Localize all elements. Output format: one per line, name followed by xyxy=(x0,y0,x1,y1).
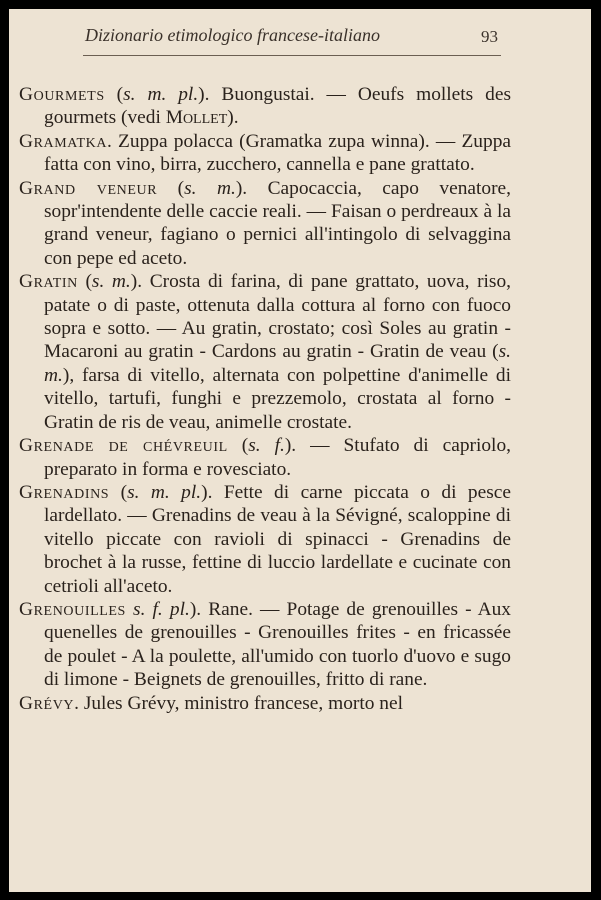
headword: Gourmets xyxy=(19,84,105,105)
grammar-label: s. m. pl. xyxy=(127,481,202,503)
entry-grand-veneur: Grand veneur (s. m.). Capocaccia, capo venatore, sopr'intendente delle caccie reali. — Faisan o perdreaux à la grand veneur, fagiano o pernici all'intingolo di selvaggina con pepe ed aceto. xyxy=(19,177,511,269)
running-title: Dizionario etimologico francese-italiano xyxy=(85,25,380,45)
headword: Grévy xyxy=(19,692,75,714)
headword: Gramatka xyxy=(19,130,108,152)
headword: Grenade de chévreuil xyxy=(19,435,228,457)
entry-grevy: Grévy. Jules Grévy, ministro francese, morto nel xyxy=(19,692,403,714)
grammar-label: s. m. xyxy=(184,177,236,199)
header-rule xyxy=(83,55,501,56)
book-page xyxy=(9,9,591,892)
page-number: 93 xyxy=(481,27,498,46)
entry-gratin: Gratin (s. m.). Crosta di farina, di pane grattato, uova, riso, patate o di paste, ottenuta dalla cottura al forno con fuoco sopra e sotto. — Au gratin, crostato; così Soles au gratin - Macaroni au gratin - Cardons au gratin - Gratin de veau (s. m.), farsa di vitello, alternata con polpettine d'animelle di vitello, tartufi, funghi e prezzemolo, crostata al forno - Gratin de ris de veau, animelle crostate. xyxy=(19,271,512,433)
headword: Grenouilles xyxy=(19,598,126,620)
entry-gramatka: Gramatka. Zuppa polacca (Gramatka zupa winna). — Zuppa fatta con vino, birra, zucchero, cannella e pane grattato. xyxy=(19,130,511,176)
entry-grenouilles: Grenouilles s. f. pl.). Rane. — Potage de grenouilles - Aux quenelles de grenouilles - Grenouilles frites - en fricassée de poulet - A la poulette, all'umido con tuorlo d'uovo e sugo di limone - Beignets de grenouilles, fritto di rane. xyxy=(19,598,511,691)
headword: Grand veneur xyxy=(19,177,158,199)
grammar-label: s. f. xyxy=(248,435,285,457)
headword: Gratin xyxy=(19,271,78,293)
entry-grenade-de-chevreuil: Grenade de chévreuil (s. f.). — Stufato di capriolo, preparato in forma e rovesciato. xyxy=(19,435,511,480)
grammar-label: s. f. pl. xyxy=(133,598,190,620)
headword: Grenadins xyxy=(19,481,110,503)
dictionary-entries xyxy=(19,83,511,715)
entry-grenadins: Grenadins (s. m. pl.). Fette di carne piccata o di pesce lardellato. — Grenadins de veau à la Sévigné, scaloppine di vitello piccate con ravioli di spinacci - Grenadins de brochet à la russe, fettine di luccio lardellate e cucinate con cetrioli all'aceto. xyxy=(19,481,511,597)
grammar-label: s. m. xyxy=(91,271,131,293)
entry-gourmets: Gourmets (s. m. pl.). Buongustai. — Oeufs mollets des gourmets (vedi Mollet). xyxy=(19,84,511,129)
grammar-label: s. m. pl. xyxy=(123,84,199,105)
grammar-label: s. m. xyxy=(44,341,511,386)
cross-reference: Mollet xyxy=(165,107,228,129)
